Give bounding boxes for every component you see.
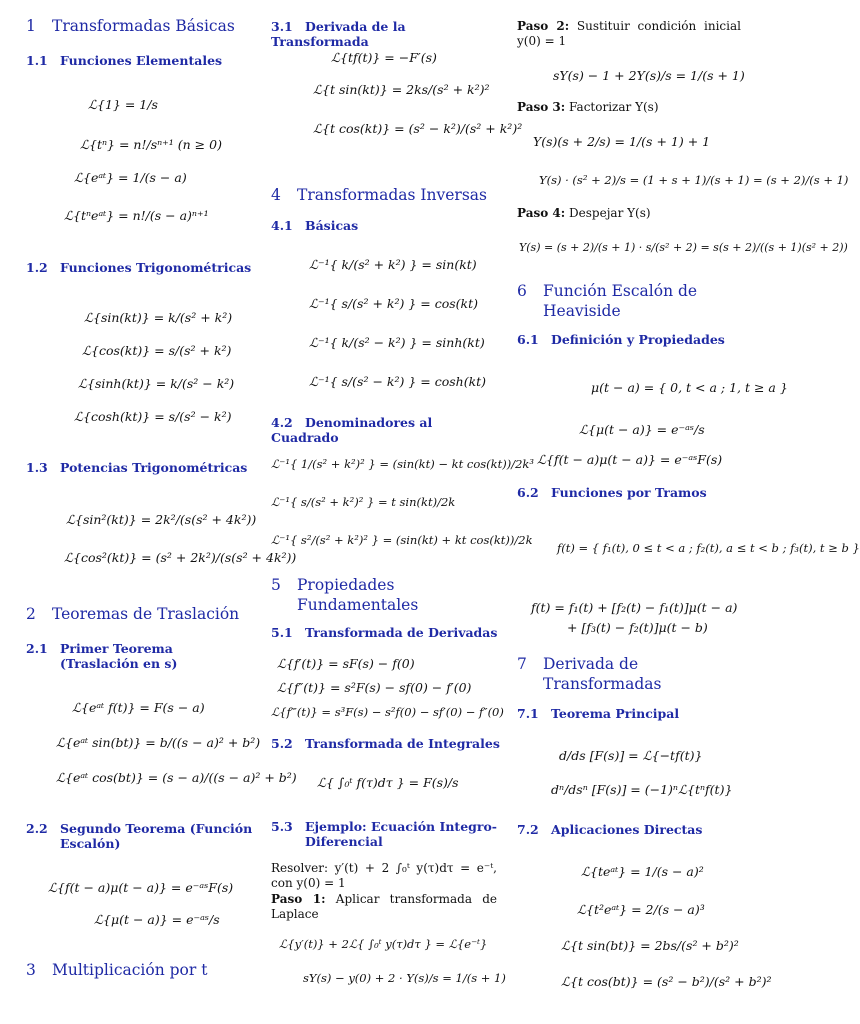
step-1-paragraph: Paso 1: Aplicar transformada de Laplace bbox=[271, 892, 497, 921]
step-4-label: Paso 4: bbox=[517, 206, 566, 220]
section-6-heading: 6 Función Escalón de Heaviside bbox=[517, 282, 698, 320]
formula-step2: sY(s) − 1 + 2Y(s)/s = 1/(s + 1) bbox=[553, 68, 745, 83]
step-1-label: Paso 1: bbox=[271, 892, 326, 906]
step-4-paragraph: Paso 4: Despejar Y(s) bbox=[517, 206, 651, 220]
formula-laplace-sin2: ℒ{sin²(kt)} = 2k²/(s(s² + 4k²)) bbox=[66, 512, 257, 527]
formula-laplace-cosh: ℒ{cosh(kt)} = s/(s² − k²) bbox=[74, 409, 232, 424]
subsection-4-2-heading: 4.2 Denominadores al Cuadrado bbox=[271, 415, 433, 445]
formula-step3-a: Y(s)(s + 2/s) = 1/(s + 1) + 1 bbox=[533, 134, 711, 149]
section-2-heading: 2 Teoremas de Traslación bbox=[26, 605, 240, 623]
formula-teat: ℒ{teᵃᵗ} = 1/(s − a)² bbox=[581, 864, 704, 879]
subsection-5-3-heading: 5.3 Ejemplo: Ecuación Integro-Diferencial bbox=[271, 819, 497, 849]
subsection-4-1-heading: 4.1 Básicas bbox=[271, 218, 359, 233]
subsection-5-1-heading: 5.1 Transformada de Derivadas bbox=[271, 625, 498, 640]
formula-step-transform: ℒ{μ(t − a)} = e⁻ᵃˢ/s bbox=[94, 912, 220, 927]
formula-deriv-2: ℒ{f″(t)} = s²F(s) − sf(0) − f′(0) bbox=[277, 680, 472, 695]
formula-integral: ℒ{ ∫₀ᵗ f(τ)dτ } = F(s)/s bbox=[317, 775, 459, 790]
formula-t2eat: ℒ{t²eᵃᵗ} = 2/(s − a)³ bbox=[577, 902, 705, 917]
formula-step-definition: μ(t − a) = { 0, t < a ; 1, t ≥ a } bbox=[591, 380, 788, 395]
subsection-2-1-heading: 2.1 Primer Teorema (Traslación en s) bbox=[26, 641, 178, 671]
formula-deriv-1: ℒ{f′(t)} = sF(s) − f(0) bbox=[277, 656, 415, 671]
subsection-1-1-heading: 1.1 Funciones Elementales bbox=[26, 53, 223, 68]
formula-t-cos-bt: ℒ{t cos(bt)} = (s² − b²)/(s² + b²)² bbox=[561, 974, 772, 989]
formula-step4: Y(s) = (s + 2)/(s + 1) · s/(s² + 2) = s(s + 2)/((s + 1)(s² + 2)) bbox=[519, 241, 848, 254]
formula-inv-sq-3: ℒ⁻¹{ s²/(s² + k²)² } = (sin(kt) + kt cos(kt))/2k bbox=[271, 533, 533, 547]
formula-piecewise-step-1: f(t) = f₁(t) + [f₂(t) − f₁(t)]μ(t − a) bbox=[531, 600, 738, 615]
step-2-paragraph: Paso 2: Sustituir condición inicial y(0) = 1 bbox=[517, 19, 741, 48]
section-7-heading: 7 Derivada de Transformadas bbox=[517, 655, 662, 693]
example-statement: Resolver: y′(t) + 2 ∫₀ᵗ y(τ)dτ = e⁻ᵗ, con y(0) = 1 bbox=[271, 861, 497, 890]
formula-piecewise-step-2: + [f₃(t) − f₂(t)]μ(t − b) bbox=[567, 620, 708, 635]
formula-t-cos: ℒ{t cos(kt)} = (s² − k²)/(s² + k²)² bbox=[313, 121, 523, 136]
subsection-7-2-heading: 7.2 Aplicaciones Directas bbox=[517, 822, 703, 837]
formula-laplace-1: ℒ{1} = 1/s bbox=[88, 97, 158, 112]
formula-inv-cos: ℒ⁻¹{ s/(s² + k²) } = cos(kt) bbox=[309, 296, 478, 311]
formula-t-sin-bt: ℒ{t sin(bt)} = 2bs/(s² + b²)² bbox=[561, 938, 739, 953]
subsection-3-1-heading: 3.1 Derivada de la Transformada bbox=[271, 19, 406, 49]
subsection-1-3-heading: 1.3 Potencias Trigonométricas bbox=[26, 460, 248, 475]
subsection-7-1-heading: 7.1 Teorema Principal bbox=[517, 706, 680, 721]
subsection-6-2-heading: 6.2 Funciones por Tramos bbox=[517, 485, 707, 500]
formula-laplace-sinh: ℒ{sinh(kt)} = k/(s² − k²) bbox=[78, 376, 235, 391]
section-4-heading: 4 Transformadas Inversas bbox=[271, 186, 487, 204]
formula-first-shift: ℒ{eᵃᵗ f(t)} = F(s − a) bbox=[72, 700, 205, 715]
formula-laplace-eat: ℒ{eᵃᵗ} = 1/(s − a) bbox=[74, 170, 187, 185]
formula-shift-sin: ℒ{eᵃᵗ sin(bt)} = b/((s − a)² + b²) bbox=[56, 735, 261, 750]
formula-inv-cosh: ℒ⁻¹{ s/(s² − k²) } = cosh(kt) bbox=[309, 374, 487, 389]
formula-nth-derivative-F: dⁿ/dsⁿ [F(s)] = (−1)ⁿℒ{tⁿf(t)} bbox=[551, 782, 733, 797]
formula-step1-b: sY(s) − y(0) + 2 · Y(s)/s = 1/(s + 1) bbox=[303, 971, 506, 985]
formula-inv-sin: ℒ⁻¹{ k/(s² + k²) } = sin(kt) bbox=[309, 257, 477, 272]
formula-inv-sq-1: ℒ⁻¹{ 1/(s² + k²)² } = (sin(kt) − kt cos(kt))/2k³ bbox=[271, 457, 534, 471]
subsection-5-2-heading: 5.2 Transformada de Integrales bbox=[271, 736, 500, 751]
formula-derivative-F: d/ds [F(s)] = ℒ{−tf(t)} bbox=[559, 748, 703, 763]
formula-tf: ℒ{tf(t)} = −F′(s) bbox=[331, 50, 437, 65]
formula-inv-sq-2: ℒ⁻¹{ s/(s² + k²)² } = t sin(kt)/2k bbox=[271, 495, 456, 509]
step-3-label: Paso 3: bbox=[517, 100, 566, 114]
formula-second-shift: ℒ{f(t − a)μ(t − a)} = e⁻ᵃˢF(s) bbox=[48, 880, 234, 895]
step-3-paragraph: Paso 3: Factorizar Y(s) bbox=[517, 100, 659, 114]
step-2-label: Paso 2: bbox=[517, 19, 570, 33]
formula-laplace-cos2: ℒ{cos²(kt)} = (s² + 2k²)/(s(s² + 4k²)) bbox=[64, 550, 297, 565]
formula-inv-sinh: ℒ⁻¹{ k/(s² − k²) } = sinh(kt) bbox=[309, 335, 485, 350]
section-1-heading: 1 Transformadas Básicas bbox=[26, 17, 235, 35]
formula-step1-a: ℒ{y′(t)} + 2ℒ{ ∫₀ᵗ y(τ)dτ } = ℒ{e⁻ᵗ} bbox=[279, 937, 488, 951]
subsection-1-2-heading: 1.2 Funciones Trigonométricas bbox=[26, 260, 252, 275]
formula-deriv-3: ℒ{f‴(t)} = s³F(s) − s²f(0) − sf′(0) − f″(0) bbox=[271, 705, 504, 719]
subsection-6-1-heading: 6.1 Definición y Propiedades bbox=[517, 332, 725, 347]
formula-step-laplace: ℒ{μ(t − a)} = e⁻ᵃˢ/s bbox=[579, 422, 705, 437]
formula-laplace-tn: ℒ{tⁿ} = n!/sⁿ⁺¹ (n ≥ 0) bbox=[80, 137, 222, 152]
formula-laplace-sin: ℒ{sin(kt)} = k/(s² + k²) bbox=[84, 310, 233, 325]
formula-t-sin: ℒ{t sin(kt)} = 2ks/(s² + k²)² bbox=[313, 82, 490, 97]
formula-step3-b: Y(s) · (s² + 2)/s = (1 + s + 1)/(s + 1) = (s + 2)/(s + 1) bbox=[539, 173, 849, 187]
formula-piecewise: f(t) = { f₁(t), 0 ≤ t < a ; f₂(t), a ≤ t < b ; f₃(t), t ≥ b } bbox=[557, 541, 860, 555]
subsection-2-2-heading: 2.2 Segundo Teorema (Función Escalón) bbox=[26, 821, 253, 851]
formula-shift-cos: ℒ{eᵃᵗ cos(bt)} = (s − a)/((s − a)² + b²) bbox=[56, 770, 297, 785]
formula-step-shift: ℒ{f(t − a)μ(t − a)} = e⁻ᵃˢF(s) bbox=[537, 452, 723, 467]
section-3-heading: 3 Multiplicación por t bbox=[26, 961, 208, 979]
formula-laplace-tneat: ℒ{tⁿeᵃᵗ} = n!/(s − a)ⁿ⁺¹ bbox=[64, 208, 209, 223]
section-5-heading: 5 Propiedades Fundamentales bbox=[271, 576, 419, 614]
formula-laplace-cos: ℒ{cos(kt)} = s/(s² + k²) bbox=[82, 343, 232, 358]
